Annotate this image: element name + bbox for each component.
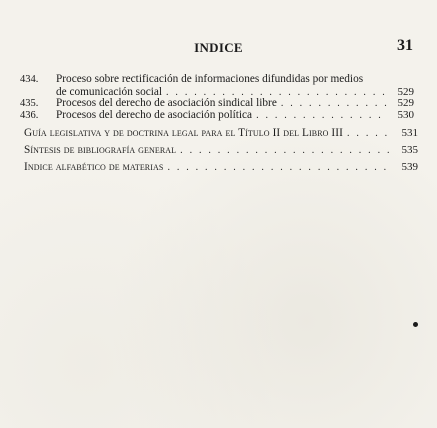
entry-page: 529 [397, 86, 414, 98]
section-page: 531 [401, 127, 418, 139]
page-number: 31 [397, 37, 413, 54]
index-section-line [24, 127, 418, 140]
entry-page: 529 [397, 97, 414, 109]
section-page: 539 [401, 161, 418, 173]
index-entry-436 [20, 109, 414, 122]
entry-text-continued: de comunicación social [56, 86, 163, 98]
entry-page: 530 [397, 109, 414, 121]
index-entry-line [20, 109, 414, 122]
entry-text: Procesos del derecho de asociación política [56, 109, 253, 121]
leader-dots [347, 128, 392, 140]
section-page: 535 [401, 144, 418, 156]
page-title: INDICE [194, 40, 243, 55]
entry-text: Procesos del derecho de asociación sindical libre [56, 97, 277, 109]
section-text: Indice alfabético de materias [24, 161, 164, 173]
entry-text: Proceso sobre rectificación de informaciones difundidas por medios [56, 73, 364, 85]
leader-dots [256, 110, 388, 122]
index-section-guia [20, 127, 418, 140]
section-text: Guía legislativa y de doctrina legal para el Título II del Libro III [24, 127, 344, 139]
index-entry-line [20, 73, 414, 86]
index-section-line [24, 161, 418, 174]
section-text: Síntesis de bibliografía general [24, 144, 177, 156]
index-section-line [24, 144, 418, 157]
index-entry-434 [20, 73, 414, 99]
leader-dots [180, 145, 392, 157]
entry-number: 434. [20, 74, 39, 85]
entry-number: 435. [20, 98, 39, 109]
index-section-indice-alfabetico [20, 161, 418, 174]
entry-number: 436. [20, 110, 39, 121]
leader-dots [167, 162, 392, 174]
index-section-sintesis [20, 144, 418, 157]
ink-speck [413, 322, 418, 327]
